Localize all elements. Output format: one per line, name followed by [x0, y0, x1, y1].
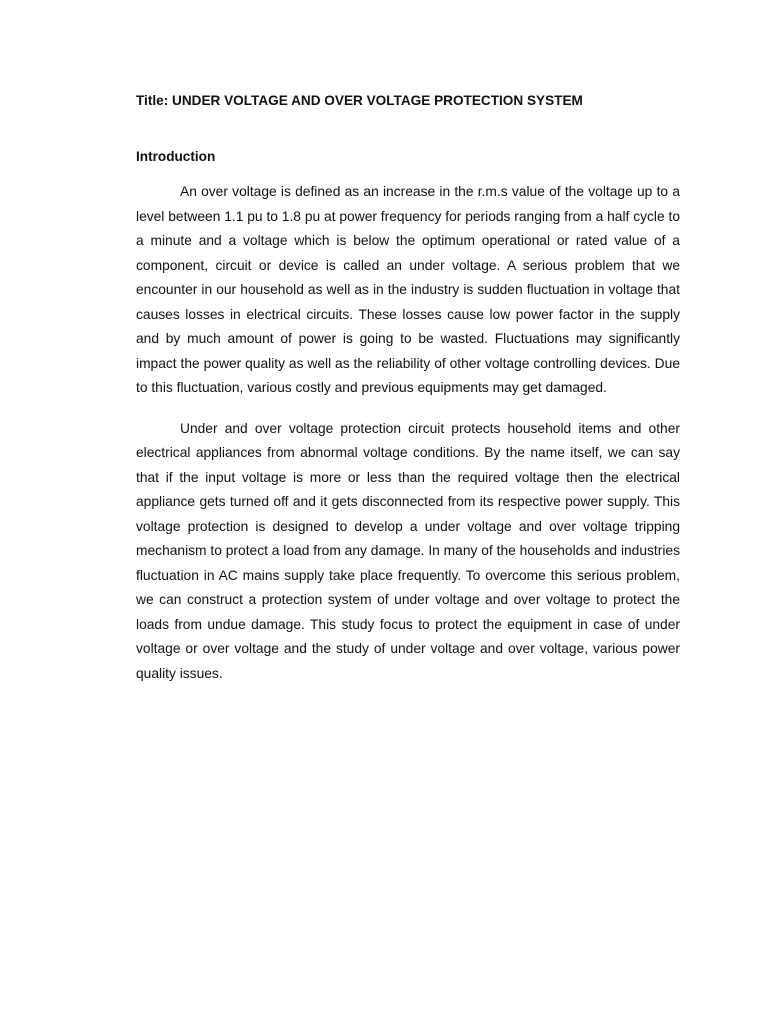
paragraph-overvoltage-definition: An over voltage is defined as an increase in the r.m.s value of the voltage up to a level between 1.1 pu to 1.8 pu at power frequency for periods ranging from a half cycle to a minute and a voltage which is below the optimum operational or rated value of a component, circuit or device is called an under voltage. A serious problem that we encounter in our household as well as in the industry is sudden fluctuation in voltage that causes losses in electrical circuits. These losses cause low power factor in the supply and by much amount of power is going to be wasted. Fluctuations may significantly impact the power quality as well as the reliability of other voltage controlling devices. Due to this fluctuation, various costly and previous equipments may get damaged. — [136, 184, 680, 395]
section-heading-introduction: Introduction — [136, 149, 216, 164]
document-body — [136, 92, 680, 686]
document-title: Title: UNDER VOLTAGE AND OVER VOLTAGE PROTECTION SYSTEM — [136, 93, 583, 108]
paragraph-protection-circuit: Under and over voltage protection circuit protects household items and other electrical appliances from abnormal voltage conditions. By the name itself, we can say that if the input voltage is more or less than the required voltage then the electrical appliance gets turned off and it gets disconnected from its respective power supply. This voltage protection is designed to develop a under voltage and over voltage tripping mechanism to protect a load from any damage. In many of the households and industries fluctuation in AC mains supply take place frequently. To overcome this serious problem, we can construct a protection system of under voltage and over voltage to protect the loads from undue damage. This study focus to protect the equipment in case of under voltage or over voltage and the study of under voltage and over voltage, various power quality issues. — [136, 420, 680, 681]
